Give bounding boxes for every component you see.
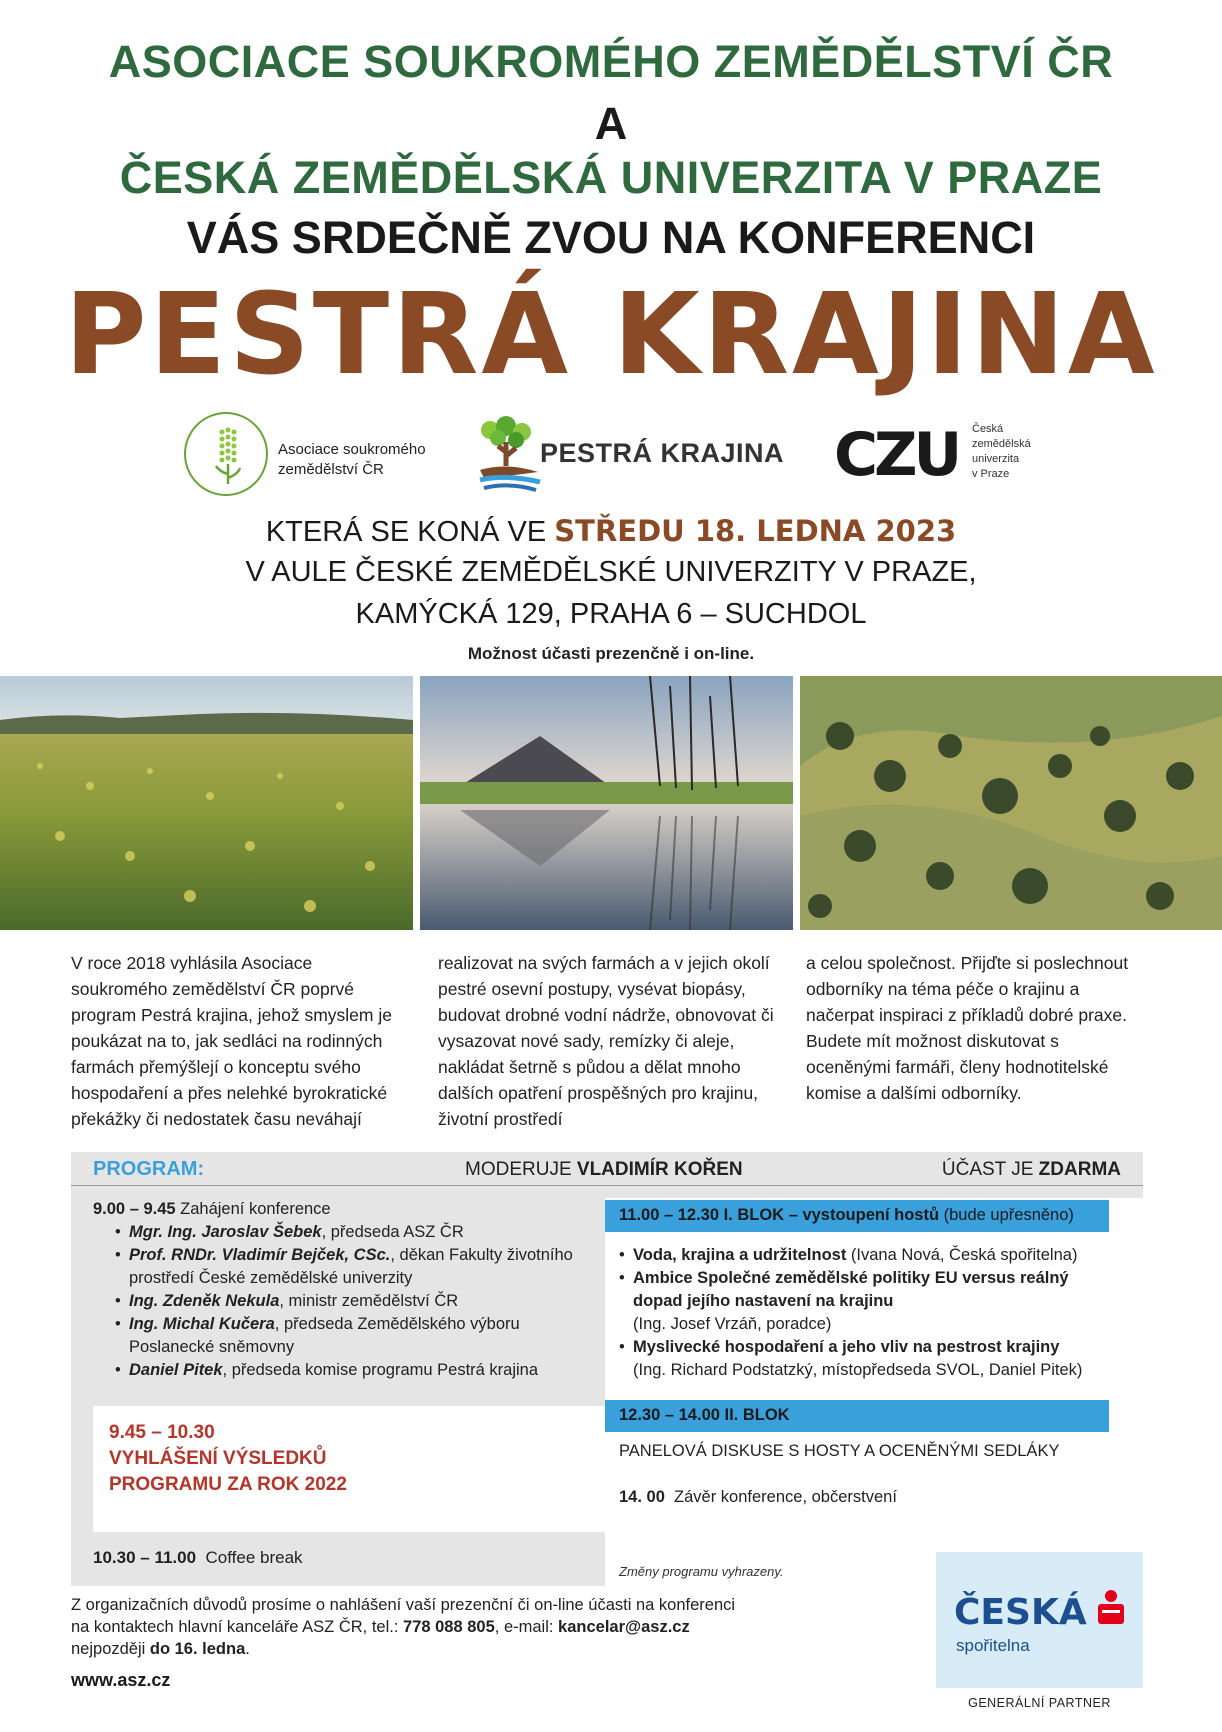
coffee-break: [93, 1548, 303, 1568]
list-item: • Prof. RNDr. Vladimír Bejček, CSc., děkan Fakulty životního prostředí České zemědělské univerzity: [129, 1244, 593, 1290]
event-venue-line: V AULE ČESKÉ ZEMĚDĚLSKÉ UNIVERZITY V PRAZE,: [245, 556, 977, 588]
program-label: PROGRAM:: [93, 1158, 205, 1180]
speaker-list: [93, 1221, 593, 1382]
conference-title: PESTRÁ KRAJINA: [64, 270, 1158, 400]
savings-symbol-icon: [1096, 1588, 1126, 1628]
talk-2-speaker: (Ing. Josef Vrzáň, poradce): [633, 1315, 832, 1333]
attendance-note: Možnost účasti prezenčně i on-line.: [467, 644, 755, 663]
photo-pond: [420, 676, 793, 930]
pestra-krajina-logo: [476, 416, 806, 498]
event-address-line: KAMÝCKÁ 129, PRAHA 6 – SUCHDOL: [355, 598, 867, 630]
registration-line-1: Z organizačních důvodů prosíme o nahlášení vaší prezenční či on-line účasti na konferenci: [71, 1596, 736, 1614]
intro-col-2: realizovat na svých farmách a v jejich okolí pestré osevní postupy, vysévat biopásy, budovat drobné vodní nádrže, obnovovat či vysazovat nové sady, remízky či aleje, nakládat šetrně s půdou a dělat mnoho dalších opatření prospěšných pro krajinu, životní prostředí: [438, 953, 774, 1129]
czu-logo-line4: v Praze: [972, 468, 1010, 480]
admission-free: ZDARMA: [1038, 1159, 1121, 1180]
block-1-talks: [619, 1244, 1099, 1382]
list-item: • Ing. Michal Kučera, předseda Zemědělského výboru Poslanecké sněmovny: [129, 1313, 593, 1359]
asz-logo-line1: Asociace soukromého: [278, 441, 426, 458]
coffee-time: 10.30 – 11.00: [93, 1548, 197, 1567]
list-item: • Mgr. Ing. Jaroslav Šebek, předseda ASZ ČR: [129, 1221, 593, 1244]
contact-email[interactable]: kancelar@asz.cz: [558, 1618, 690, 1636]
pestra-krajina-logo-text: PESTRÁ KRAJINA: [540, 438, 785, 468]
contact-phone[interactable]: 778 088 805: [403, 1618, 495, 1636]
wheat-logo-icon: [184, 412, 268, 496]
czu-logo-line3: univerzita: [972, 453, 1020, 465]
admission-prefix: ÚČAST JE: [941, 1159, 1039, 1180]
asz-logo-line2: zemědělství ČR: [278, 461, 384, 478]
talk-3-speaker: (Ing. Richard Podstatzký, místopředseda SVOL, Daniel Pitek): [633, 1361, 1083, 1379]
event-date-line: [0, 514, 1222, 549]
logo-row: [0, 408, 1222, 508]
czu-logo: [834, 420, 1064, 500]
organizer-1: ASOCIACE SOUKROMÉHO ZEMĚDĚLSTVÍ ČR: [108, 36, 1114, 87]
intro-col-3: a celou společnost. Přijďte si poslechnout odborníky na téma péče o krajinu a načerpat inspiraci z příkladů dobré praxe. Budete mít možnost diskutovat s oceněnými farmáři, členy hodnotitelské komise a dalšími odborníky.: [806, 953, 1129, 1103]
list-item: • Ing. Zdeněk Nekula, ministr zemědělství ČR: [129, 1290, 593, 1313]
list-item: • Ambice Společné zemědělské politiky EU versus reálný dopad jejího nastavení na krajinu: [619, 1267, 1099, 1313]
organizer-2: ČESKÁ ZEMĚDĚLSKÁ UNIVERZITA V PRAZE: [119, 152, 1103, 203]
list-item: • Daniel Pitek, předseda komise programu Pestrá krajina: [129, 1359, 593, 1382]
event-date: STŘEDU 18. LEDNA 2023: [554, 514, 957, 548]
results-box: [93, 1406, 605, 1532]
block-2-time: 12.30 – 14.00 II. BLOK: [619, 1406, 790, 1424]
registration-note: Z organizačních důvodů prosíme o nahlášení vaší prezenční či on-line účasti na konferenci na kontaktech hlavní kanceláře ASZ ČR, tel.: 778 088 805, e-mail: kancelar@asz.cz nejpozději do 16. ledna.: [71, 1594, 891, 1660]
panel-discussion: PANELOVÁ DISKUSE S HOSTY A OCENĚNÝMI SEDLÁKY: [619, 1442, 1060, 1460]
block-1-bar: [605, 1200, 1109, 1232]
block-1-time: 11.00 – 12.30 I. BLOK: [619, 1206, 785, 1224]
program-header: [71, 1152, 1143, 1186]
results-title-1: VYHLÁŠENÍ VÝSLEDKŮ: [109, 1448, 327, 1469]
moderator: [465, 1159, 743, 1181]
opening-block: [93, 1198, 593, 1382]
block-2-bar: [605, 1400, 1109, 1432]
closing: [619, 1488, 897, 1507]
block-1-title: – vystoupení hostů: [784, 1206, 940, 1224]
asz-logo: [184, 412, 454, 502]
admission: [942, 1159, 1121, 1181]
list-item: • Voda, krajina a udržitelnost (Ivana Nová, Česká spořitelna): [619, 1244, 1099, 1267]
partner-label: GENERÁLNÍ PARTNER: [968, 1696, 1111, 1710]
photo-hillside: [800, 676, 1222, 930]
date-prefix: KTERÁ SE KONÁ VE: [265, 516, 555, 548]
coffee-label: Coffee break: [205, 1548, 303, 1567]
list-item: • Myslivecké hospodaření a jeho vliv na pestrost krajiny: [619, 1336, 1099, 1359]
conjunction: A: [594, 98, 628, 149]
partner-logo: [936, 1552, 1143, 1688]
opening-title: Zahájení konference: [175, 1200, 331, 1218]
results-time: 9.45 – 10.30: [109, 1422, 215, 1443]
block-1-note: (bude upřesněno): [939, 1206, 1074, 1224]
closing-label: Závěr konference, občerstvení: [674, 1488, 897, 1506]
czu-logo-line1: Česká: [972, 423, 1004, 435]
moderator-prefix: MODERUJE: [465, 1159, 577, 1180]
registration-deadline: do 16. ledna: [149, 1640, 246, 1658]
website-link[interactable]: www.asz.cz: [71, 1670, 171, 1690]
opening-time: 9.00 – 9.45: [93, 1200, 176, 1218]
czu-logo-mark: CZU: [834, 420, 959, 490]
results-title-2: PROGRAMU ZA ROK 2022: [109, 1474, 347, 1495]
invite-line: VÁS SRDEČNĚ ZVOU NA KONFERENCI: [186, 212, 1036, 263]
changes-note: Změny programu vyhrazeny.: [619, 1564, 784, 1579]
tree-river-icon: [476, 416, 546, 498]
partner-name-2: spořitelna: [956, 1636, 1030, 1655]
photo-field: [0, 676, 413, 930]
moderator-name: VLADIMÍR KOŘEN: [576, 1159, 743, 1180]
closing-time: 14. 00: [619, 1488, 665, 1506]
partner-name-1: ČESKÁ: [954, 1592, 1087, 1633]
intro-col-1: V roce 2018 vyhlásila Asociace soukromého zemědělství ČR poprvé program Pestrá krajina, jehož smyslem je poukázat na to, jak sedláci na rodinných farmách přemýšlejí o konceptu svého hospodaření a přes nelehké byrokratické překážky či nedostatek času neváhají: [71, 953, 392, 1129]
czu-logo-line2: zemědělská: [972, 438, 1031, 450]
program-section: [71, 1152, 1143, 1586]
